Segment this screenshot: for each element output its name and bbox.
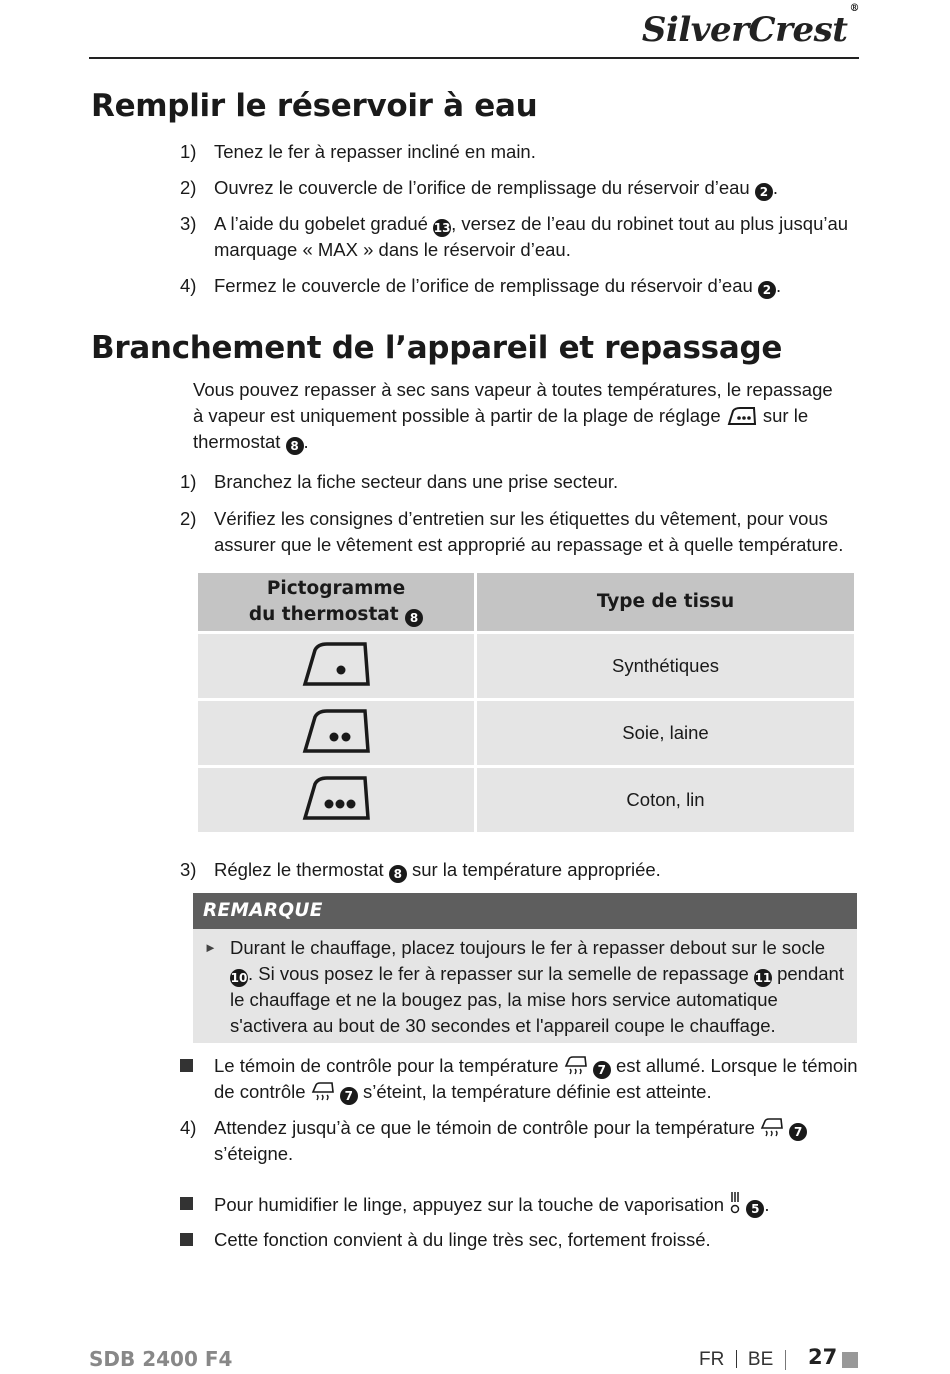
ref-badge: 8	[405, 609, 423, 627]
steam-iron-light-icon	[760, 1118, 784, 1138]
square-bullet-icon	[180, 1059, 193, 1072]
table-header-fabric: Type de tissu	[476, 572, 856, 633]
section-title-branchement: Branchement de l’appareil et repassage	[91, 330, 783, 366]
arrow-bullet-icon: ►	[204, 940, 217, 955]
ref-badge: 7	[593, 1061, 611, 1079]
table-header-pictogram: Pictogramme du thermostat 8	[197, 572, 476, 633]
steam-iron-light-icon	[311, 1082, 335, 1102]
ref-badge: 11	[754, 971, 772, 985]
ref-badge: 7	[340, 1087, 358, 1105]
brand-logo: SilverCrest®	[641, 2, 859, 50]
remark-box	[193, 893, 857, 1043]
ref-badge: 13	[433, 221, 451, 235]
iron-three-dots-icon	[301, 774, 371, 822]
thermostat-table	[195, 570, 857, 835]
footer-separator	[785, 1350, 786, 1370]
ref-badge: 2	[758, 281, 776, 299]
iron-one-dot-icon	[301, 640, 371, 688]
ref-badge: 10	[230, 971, 248, 985]
ref-badge: 5	[746, 1200, 764, 1218]
fabric-label: Synthétiques	[476, 633, 856, 700]
model-number: SDB 2400 F4	[89, 1347, 233, 1371]
fabric-label: Coton, lin	[476, 767, 856, 834]
square-bullet-icon	[180, 1197, 193, 1210]
iron-three-dots-icon	[726, 406, 758, 426]
remark-body: ► Durant le chauffage, placez toujours le fer à repasser debout sur le socle 10. Si vous posez le fer à repasser sur la semelle de repassage 11 pendant le chauffage et ne la bougez pas, la mise hors service automatique s'activera au bout de 30 secondes et l'appareil coupe le chauffage.	[204, 937, 844, 1036]
square-bullet-icon	[180, 1233, 193, 1246]
table-row	[197, 767, 856, 834]
ref-badge: 8	[286, 437, 304, 455]
ref-badge: 8	[389, 865, 407, 883]
section-title-reservoir: Remplir le réservoir à eau	[91, 88, 538, 124]
ref-badge: 7	[789, 1123, 807, 1141]
table-row	[197, 700, 856, 767]
steam-iron-light-icon	[564, 1056, 588, 1076]
page-marker-square	[842, 1352, 858, 1368]
fabric-label: Soie, laine	[476, 700, 856, 767]
page-number: 27	[808, 1345, 838, 1369]
iron-two-dots-icon	[301, 707, 371, 755]
spray-button-icon	[729, 1191, 741, 1215]
intro-paragraph: Vous pouvez repasser à sec sans vapeur à toutes températures, le repassage à vapeur est uniquement possible à partir de la plage de réglage sur le thermostat 8 .	[193, 379, 833, 453]
language-code: FR BE	[699, 1349, 774, 1370]
ref-badge: 2	[755, 183, 773, 201]
header-rule	[89, 57, 859, 59]
remark-heading: REMARQUE	[193, 893, 857, 929]
table-row	[197, 633, 856, 700]
